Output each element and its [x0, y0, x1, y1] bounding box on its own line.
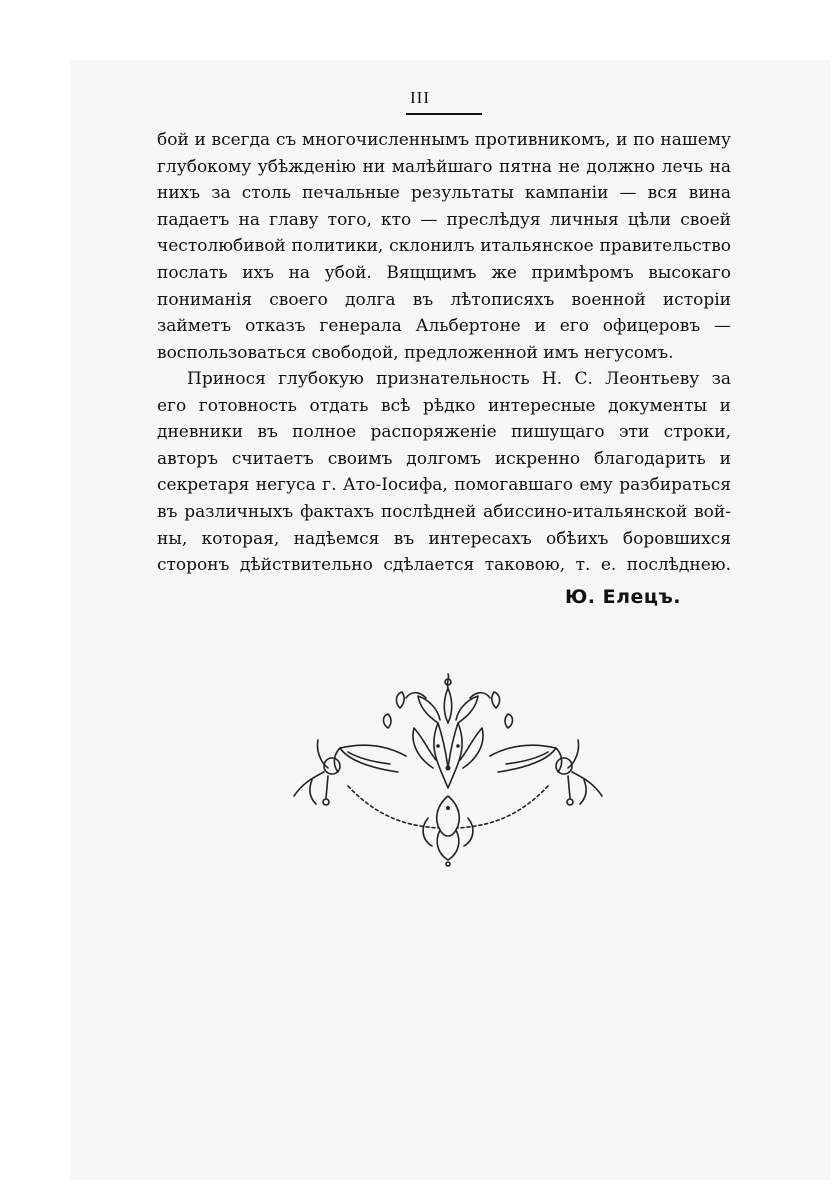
text-line: въ различныхъ фактахъ послѣдней абиссино-итальянской вой- [157, 501, 731, 522]
text-line: пониманія своего долга въ лѣтописяхъ военной исторіи [157, 289, 731, 310]
text-line: бой и всегда съ многочисленнымъ противникомъ, и по нашему [157, 130, 731, 150]
text-line: честолюбивой политики, склонилъ итальянское правительство [157, 236, 731, 257]
text-line: сторонъ дѣйствительно сдѣлается таковою, т. е. послѣднею. [157, 555, 731, 576]
text-line: ны, которая, надѣемся въ интересахъ обѣихъ боровшихся [157, 528, 731, 549]
floral-ornament-icon [288, 668, 608, 868]
text-line: падаетъ на главу того, кто — преслѣдуя личныя цѣли своей [157, 209, 731, 230]
text-line: авторъ считаетъ своимъ долгомъ искренно благодарить и [157, 448, 731, 469]
author-signature: Ю. Елецъ. [565, 586, 681, 608]
paragraph-2 [157, 366, 731, 579]
text-line: воспользоваться свободой, предложенной имъ негусомъ. [157, 342, 674, 363]
text-line: секретаря негуса г. Ато-Іосифа, помогавшаго ему разбираться [157, 475, 731, 496]
text-line: Принося глубокую признательность Н. С. Леонтьеву за [187, 369, 731, 389]
page-number: III [410, 88, 430, 107]
paragraph-1 [157, 127, 731, 366]
text-line: займетъ отказъ генерала Альбертоне и его офицеровъ — [157, 316, 731, 337]
text-line: его готовность отдать всѣ рѣдко интересные документы и [157, 395, 731, 416]
header-rule [406, 113, 482, 115]
text-line: послать ихъ на убой. Вящщимъ же примѣромъ высокаго [157, 262, 731, 283]
text-line: нихъ за столь печальные результаты кампаніи — вся вина [157, 183, 731, 204]
text-line: дневники въ полное распоряженіе пишущаго эти строки, [157, 422, 731, 443]
text-line: глубокому убѣжденію ни малѣйшаго пятна не должно лечь на [157, 156, 731, 177]
